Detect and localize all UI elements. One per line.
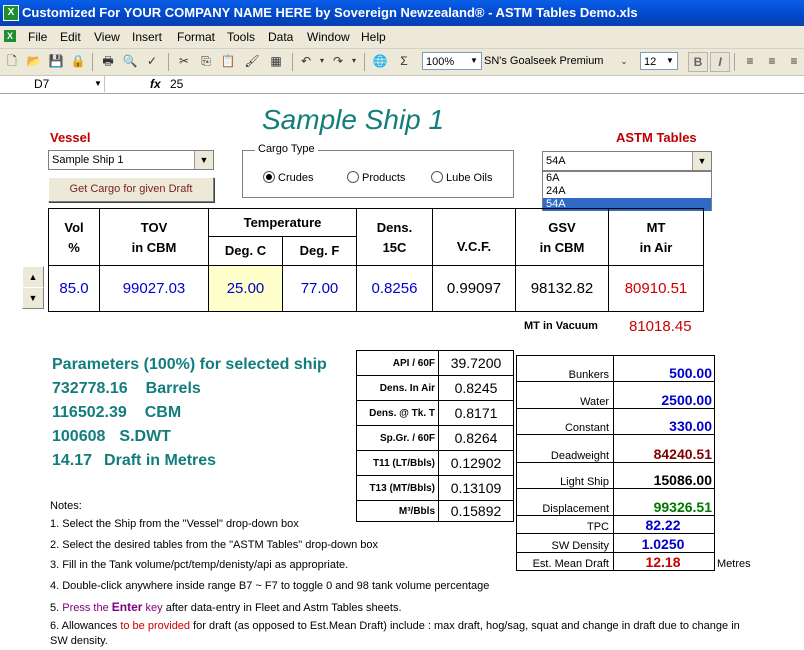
sp-gr-value[interactable]: 0.8264 [439, 426, 514, 451]
chevron-down-icon[interactable]: ▼ [692, 152, 711, 170]
sw-density-label: SW Density [517, 534, 614, 553]
menu-help[interactable]: Help [361, 30, 386, 44]
header-density-line1: Dens. [376, 219, 413, 235]
header-tov-line1: TOV [140, 219, 168, 235]
tpc-label: TPC [517, 516, 614, 534]
note-3: 3. Fill in the Tank volume/pct/temp/denisty/api as appropriate. [50, 559, 349, 571]
dens-air-label: Dens. In Air [357, 376, 439, 401]
align-center-icon[interactable]: ≡ [768, 54, 776, 68]
params-title: Parameters (100%) for selected ship [52, 356, 327, 373]
note-6-line2: SW density. [50, 635, 108, 647]
deg-f-cell[interactable]: 77.00 [283, 266, 357, 312]
cut-icon[interactable]: ✂ [178, 54, 190, 68]
open-icon[interactable]: 📂 [26, 54, 42, 68]
name-box[interactable] [0, 76, 105, 92]
astm-tables-list[interactable] [542, 171, 712, 211]
save-icon[interactable]: 💾 [48, 54, 64, 68]
toolbar-separator [92, 53, 93, 71]
header-density-line2: 15C [382, 239, 407, 255]
toolbar-separator [292, 53, 293, 71]
note-6-rest: for draft (as opposed to Est.Mean Draft) include : max draft, hog/sag, squat and change in draft due to change in [190, 620, 740, 632]
radio-label: Lube Oils [446, 172, 493, 184]
header-vcf-line: V.C.F. [456, 238, 492, 254]
note-6-num: 6. Allowances [50, 620, 121, 632]
bunkers-value[interactable]: 500.00 [614, 356, 715, 382]
excel-app-icon[interactable]: X [3, 5, 19, 21]
metres-label: Metres [717, 558, 751, 570]
note-6-provided: to be provided [120, 620, 191, 632]
params-sdwt-value: 100608 [52, 428, 106, 445]
tov-cell[interactable]: 99027.03 [100, 266, 209, 312]
header-deg-c: Deg. C [209, 237, 283, 265]
params-barrels-value: 732778.16 [52, 380, 128, 397]
note-4: 4. Double-click anywhere inside range B7 ~ F7 to toggle 0 and 98 tank volume percentage [50, 580, 490, 592]
header-vcf [433, 209, 516, 266]
toolbar-options-icon[interactable]: ⌄ [620, 56, 628, 66]
header-deg-f: Deg. F [299, 243, 340, 258]
toolbar-separator [364, 53, 365, 71]
header-temperature-title: Temperature [209, 209, 356, 237]
chevron-down-icon[interactable]: ▼ [94, 79, 102, 88]
toolbar-separator [734, 53, 735, 71]
permission-icon[interactable]: 🔒 [70, 54, 86, 68]
density-cell[interactable]: 0.8256 [357, 266, 433, 312]
redo-icon[interactable]: ↷ [332, 54, 344, 68]
workbook-icon[interactable]: X [4, 30, 16, 42]
goalseek-addin-button[interactable]: SN's Goalseek Premium [484, 55, 604, 67]
est-mean-draft-label: Est. Mean Draft [517, 553, 614, 571]
displacement-value[interactable]: 99326.51 [614, 489, 715, 516]
radio-dot-icon[interactable] [431, 171, 443, 183]
triangle-down-icon[interactable]: ▼ [28, 293, 38, 303]
note-5-key: key [142, 602, 163, 614]
astm-tables-dropdown[interactable] [542, 151, 712, 171]
water-value[interactable]: 2500.00 [614, 382, 715, 409]
est-mean-draft-value[interactable]: 12.18 [614, 553, 715, 571]
undo-icon[interactable]: ↶ [300, 54, 312, 68]
gsv-cell[interactable]: 98132.82 [516, 266, 609, 312]
spin-up-button[interactable] [22, 266, 44, 288]
window-title: Customized For YOUR COMPANY NAME HERE by Sovereign Newzealand® - ASTM Tables Demo.xls [22, 5, 638, 20]
header-vol-line2: % [68, 239, 80, 255]
sw-density-value[interactable]: 1.0250 [614, 534, 715, 553]
print-preview-icon[interactable]: 🔍 [122, 54, 138, 68]
font-size-select[interactable] [640, 52, 678, 70]
constant-value[interactable]: 330.00 [614, 409, 715, 435]
t11-value[interactable]: 0.12902 [439, 451, 514, 476]
italic-button[interactable]: I [710, 52, 730, 72]
deg-c-cell[interactable]: 25.00 [209, 266, 283, 312]
cargo-type-legend: Cargo Type [255, 143, 318, 155]
menu-format[interactable]: Format [177, 30, 216, 44]
zoom-select[interactable] [422, 52, 482, 70]
formula-bar [0, 76, 804, 94]
api-label: API / 60F [357, 351, 439, 376]
vol-pct-cell[interactable]: 85.0 [49, 266, 100, 312]
spin-down-button[interactable] [22, 287, 44, 309]
note-5-enter: Enter [111, 600, 143, 614]
format-painter-icon[interactable]: 🖌 [244, 54, 260, 68]
params-sdwt-label: S.DWT [119, 428, 171, 445]
t13-label: T13 (MT/Bbls) [357, 476, 439, 501]
menu-view[interactable]: View [94, 30, 120, 44]
fx-icon[interactable]: fx [150, 77, 161, 91]
header-density [357, 209, 433, 266]
hyperlink-icon[interactable]: 🌐 [372, 54, 388, 68]
bold-button[interactable]: B [688, 52, 708, 72]
dens-tank-value[interactable]: 0.8171 [439, 401, 514, 426]
vcf-cell[interactable]: 0.99097 [433, 266, 516, 312]
window-titlebar[interactable] [0, 0, 804, 26]
vessel-value: Sample Ship 1 [52, 154, 124, 166]
cargo-table [48, 208, 704, 312]
triangle-up-icon[interactable]: ▲ [28, 272, 38, 282]
menu-insert[interactable]: Insert [132, 30, 163, 44]
chevron-down-icon[interactable]: ▼ [470, 56, 478, 65]
displacement-label: Displacement [517, 489, 614, 516]
get-cargo-button[interactable]: Get Cargo for given Draft [48, 177, 214, 202]
notes-title: Notes: [50, 500, 82, 512]
t11-label: T11 (LT/Bbls) [357, 451, 439, 476]
note-5-rest: after data-entry in Fleet and Astm Tables sheets. [162, 602, 402, 614]
astm-value: 54A [546, 155, 566, 167]
radio-label: Crudes [278, 172, 314, 184]
params-cbm-value: 116502.39 [52, 404, 127, 421]
copy-icon[interactable]: ⎘ [201, 54, 211, 68]
menu-tools[interactable]: Tools [227, 30, 256, 44]
autosum-icon[interactable]: Σ [400, 54, 408, 68]
vessel-label: Vessel [50, 130, 91, 145]
header-mt-line2: in Air [639, 239, 673, 255]
params-draft-label: Draft in Metres [104, 452, 217, 469]
radio-products[interactable] [347, 171, 405, 184]
cell-reference: D7 [34, 77, 50, 91]
chevron-down-icon[interactable]: ▼ [666, 56, 674, 65]
header-mt [609, 209, 704, 266]
new-icon[interactable]: 🗋 [7, 54, 17, 68]
mt-vacuum-label: MT in Vacuum [524, 320, 598, 332]
light-ship-value[interactable]: 15086.00 [614, 463, 715, 489]
note-5-press: Press the [62, 602, 112, 614]
header-temperature [209, 209, 357, 266]
header-mt-line1: MT [646, 219, 666, 235]
list-item[interactable]: 6A [546, 172, 560, 184]
zoom-value: 100% [426, 56, 455, 68]
header-tov [100, 209, 209, 266]
menu-bar [0, 26, 804, 49]
menu-data[interactable]: Data [268, 30, 294, 44]
deadweight-label: Deadweight [517, 435, 614, 463]
menu-file[interactable]: File [28, 30, 48, 44]
insert-function-icon[interactable]: ▦ [270, 54, 282, 68]
tpc-value[interactable]: 82.22 [614, 516, 715, 534]
menu-edit[interactable]: Edit [60, 30, 81, 44]
m3-bbls-value[interactable]: 0.15892 [439, 501, 514, 522]
chevron-down-icon[interactable]: ▼ [194, 151, 213, 169]
toolbar [0, 49, 804, 76]
api-value[interactable]: 39.7200 [439, 351, 514, 376]
t13-value[interactable]: 0.13109 [439, 476, 514, 501]
params-cbm-label: CBM [144, 404, 182, 421]
list-item-selected[interactable]: 54A [543, 198, 711, 211]
api-density-table [356, 350, 514, 522]
radio-lube-oils[interactable] [431, 171, 492, 184]
formula-input[interactable]: 25 [170, 77, 184, 91]
mt-air-cell[interactable]: 80910.51 [609, 266, 704, 312]
font-size-value: 12 [644, 56, 657, 68]
note-2: 2. Select the desired tables from the "ASTM Tables" drop-down box [50, 539, 378, 551]
toolbar-separator [168, 53, 169, 71]
cargo-type-group [242, 143, 514, 198]
deadweight-value[interactable]: 84240.51 [614, 435, 715, 463]
radio-dot-icon[interactable] [347, 171, 359, 183]
radio-dot-icon[interactable] [263, 171, 275, 183]
list-item[interactable]: 24A [546, 185, 566, 197]
params-cbm [52, 404, 181, 422]
align-right-icon[interactable]: ≡ [790, 54, 798, 68]
mt-vacuum-value: 81018.45 [629, 318, 692, 335]
header-tov-line2: in CBM [131, 239, 177, 255]
header-gsv-line1: GSV [548, 219, 576, 235]
ship-title: Sample Ship 1 [262, 104, 445, 135]
radio-label: Products [362, 172, 406, 184]
header-vol [49, 209, 100, 266]
dens-air-value[interactable]: 0.8245 [439, 376, 514, 401]
note-6 [50, 620, 790, 632]
menu-window[interactable]: Window [307, 30, 350, 44]
undo-dropdown-icon[interactable]: ▾ [319, 56, 324, 65]
align-left-icon[interactable]: ≡ [746, 54, 754, 68]
spelling-icon[interactable]: ✓ [146, 54, 158, 68]
astm-tables-label: ASTM Tables [616, 130, 697, 145]
note-5 [50, 600, 402, 614]
params-draft [52, 452, 216, 470]
note-5-num: 5. [50, 602, 63, 614]
header-vol-line1: Vol [64, 219, 84, 235]
water-label: Water [517, 382, 614, 409]
bunkers-label: Bunkers [517, 356, 614, 382]
sp-gr-label: Sp.Gr. / 60F [357, 426, 439, 451]
header-gsv-line2: in CBM [539, 239, 585, 255]
params-sdwt [52, 428, 171, 446]
header-gsv [516, 209, 609, 266]
vessel-dropdown[interactable] [48, 150, 214, 170]
radio-crudes[interactable] [263, 171, 313, 184]
params-barrels [52, 380, 201, 398]
dens-tank-label: Dens. @ Tk. T [357, 401, 439, 426]
note-1: 1. Select the Ship from the "Vessel" drop-down box [50, 518, 299, 530]
m3-bbls-label: M³/Bbls [357, 501, 439, 522]
redo-dropdown-icon[interactable]: ▾ [351, 56, 356, 65]
paste-icon[interactable]: 📋 [220, 54, 236, 68]
print-icon[interactable]: 🖶 [102, 54, 114, 68]
params-draft-value: 14.17 [52, 452, 93, 469]
ship-weights-table [516, 355, 715, 571]
params-barrels-label: Barrels [145, 380, 201, 397]
light-ship-label: Light Ship [517, 463, 614, 489]
constant-label: Constant [517, 409, 614, 435]
